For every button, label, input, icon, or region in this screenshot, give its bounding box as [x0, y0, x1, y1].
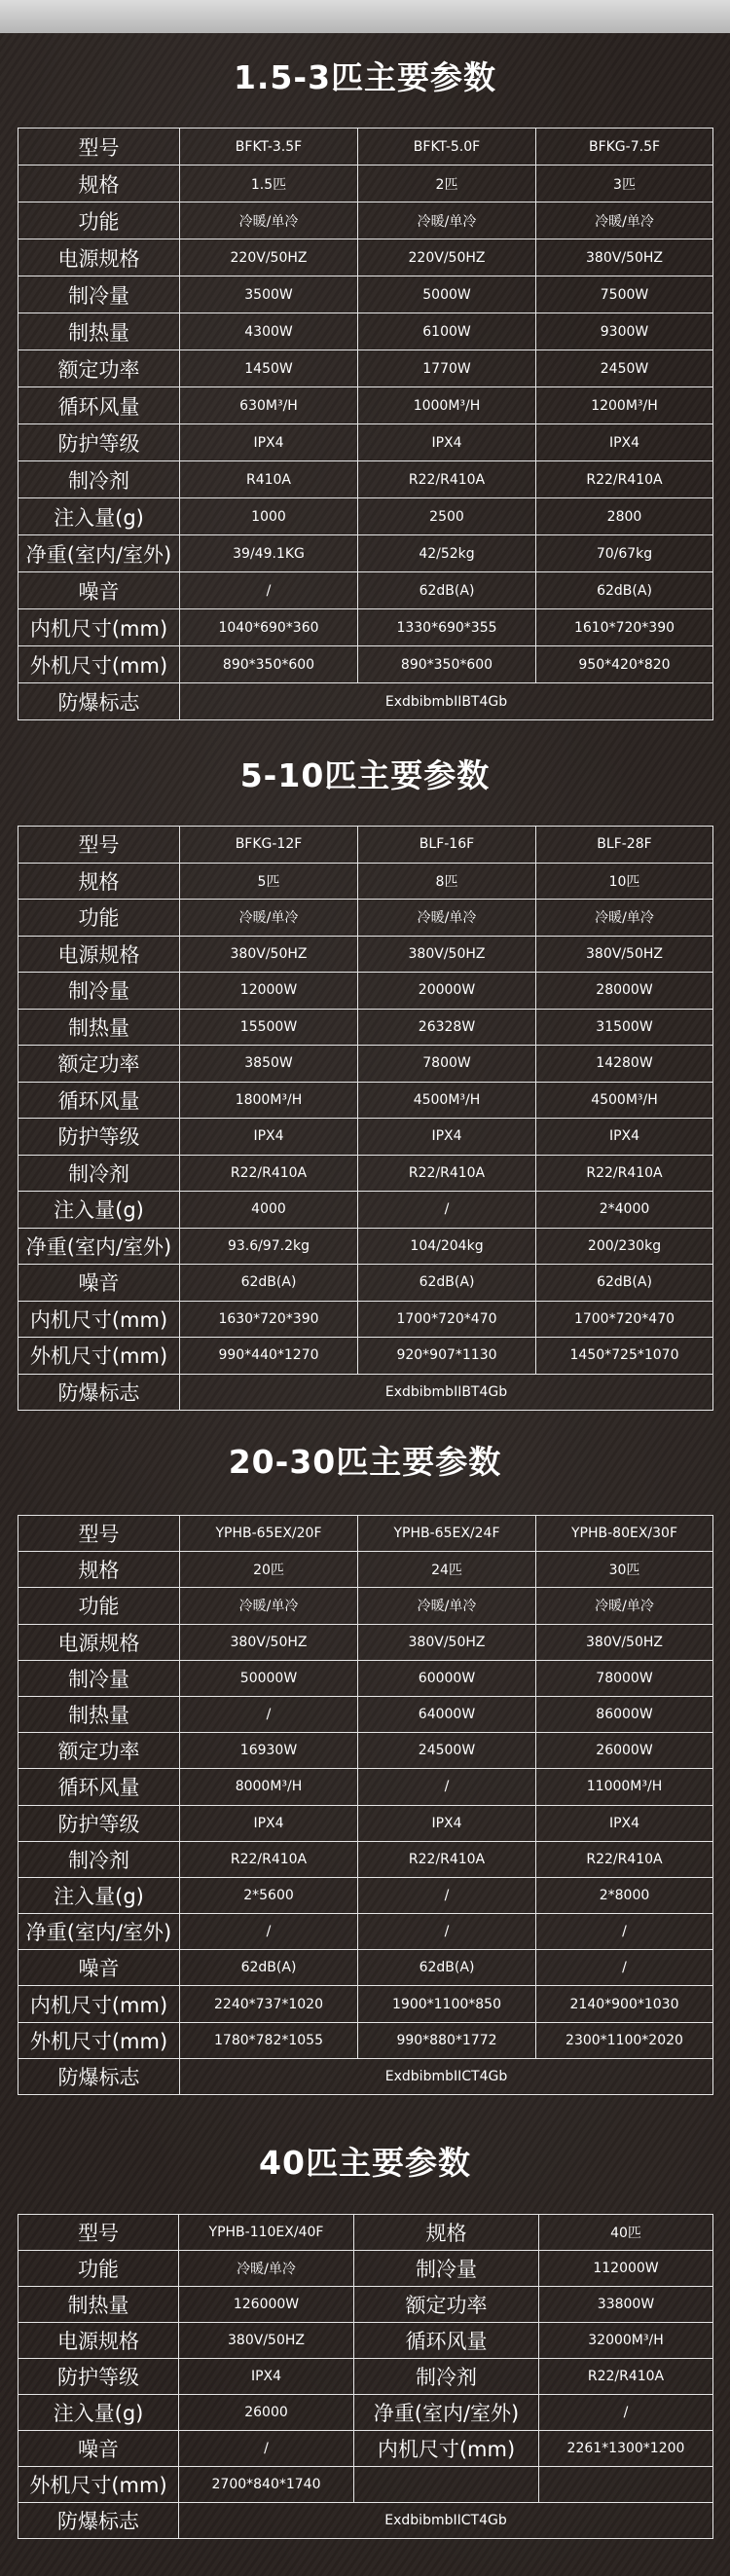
section-40hp	[0, 2142, 730, 2533]
table-row	[18, 936, 713, 973]
table-row	[18, 1914, 713, 1950]
table-row	[18, 2022, 713, 2058]
spec-value: 126000W	[179, 2287, 354, 2323]
spec-value: 220V/50HZ	[180, 239, 358, 276]
section-title: 1.5-3匹主要参数	[233, 58, 497, 96]
spec-value: BFKG-7.5F	[536, 129, 713, 166]
spec-value: IPX4	[536, 424, 713, 461]
spec-value: BLF-28F	[536, 827, 713, 864]
table-row	[18, 276, 713, 313]
spec-table	[18, 1515, 713, 2095]
explosion-proof-row	[18, 1374, 713, 1411]
spec-value: 2*5600	[180, 1877, 358, 1913]
row-label: 防爆标志	[18, 1374, 180, 1411]
table-row	[18, 1228, 713, 1265]
row-label: 制冷量	[18, 973, 180, 1010]
row-label: 额定功率	[18, 1733, 180, 1769]
explosion-proof-row	[18, 2058, 713, 2094]
explosion-proof-row	[18, 2503, 713, 2539]
row-label: 型号	[18, 129, 180, 166]
spec-value: 8匹	[358, 863, 536, 900]
spec-value: /	[358, 1877, 536, 1913]
table-row	[18, 572, 713, 609]
table-row	[18, 2251, 713, 2287]
table-row	[18, 1516, 713, 1552]
row-label: 内机尺寸(mm)	[354, 2431, 539, 2467]
row-label: 外机尺寸(mm)	[18, 2022, 180, 2058]
spec-value: 104/204kg	[358, 1228, 536, 1265]
row-label: 循环风量	[18, 1082, 180, 1119]
spec-value: IPX4	[536, 1119, 713, 1156]
row-label: 噪音	[18, 1265, 180, 1302]
spec-value: 10匹	[536, 863, 713, 900]
table-row	[18, 1950, 713, 1986]
spec-value: 31500W	[536, 1009, 713, 1046]
table-row	[18, 424, 713, 461]
table-row	[18, 609, 713, 646]
spec-value: 15500W	[180, 1009, 358, 1046]
row-label: 噪音	[18, 2431, 179, 2467]
spec-value: 26000	[179, 2395, 354, 2431]
row-label: 功能	[18, 202, 180, 239]
row-label: 制冷剂	[18, 1155, 180, 1192]
row-label: 外机尺寸(mm)	[18, 646, 180, 683]
spec-value: 1200M³/H	[536, 387, 713, 424]
table-row	[18, 1119, 713, 1156]
spec-value: 20匹	[180, 1552, 358, 1588]
spec-value: 3850W	[180, 1046, 358, 1083]
spec-value: 39/49.1KG	[180, 535, 358, 572]
table-row	[18, 1841, 713, 1877]
table-row	[18, 1192, 713, 1229]
spec-value: YPHB-80EX/30F	[536, 1516, 713, 1552]
spec-value: 62dB(A)	[536, 1265, 713, 1302]
spec-value: IPX4	[180, 1805, 358, 1841]
spec-value: 1770W	[358, 350, 536, 387]
spec-value: /	[536, 1950, 713, 1986]
row-label: 制冷剂	[18, 461, 180, 498]
row-label: 防爆标志	[18, 2058, 180, 2094]
row-label: 制冷剂	[354, 2359, 539, 2395]
spec-value: 8000M³/H	[180, 1769, 358, 1805]
row-label: 额定功率	[18, 350, 180, 387]
row-label: 型号	[18, 827, 180, 864]
explosion-proof-mark: ExdbibmbIICT4Gb	[179, 2503, 713, 2539]
row-label: 制冷量	[354, 2251, 539, 2287]
row-label: 注入量(g)	[18, 1877, 180, 1913]
spec-value: 2450W	[536, 350, 713, 387]
spec-value: 冷暖/单冷	[180, 1588, 358, 1624]
spec-table	[18, 2214, 713, 2539]
spec-value: 1000M³/H	[358, 387, 536, 424]
spec-value: 62dB(A)	[536, 572, 713, 609]
table-row	[18, 2323, 713, 2359]
row-label: 制冷量	[18, 276, 180, 313]
spec-value: 380V/50HZ	[536, 239, 713, 276]
spec-value: 50000W	[180, 1660, 358, 1696]
spec-value: 32000M³/H	[539, 2323, 713, 2359]
table-row	[18, 1552, 713, 1588]
table-row	[18, 535, 713, 572]
spec-value: 60000W	[358, 1660, 536, 1696]
row-label: 额定功率	[354, 2287, 539, 2323]
row-label: 规格	[18, 1552, 180, 1588]
row-label: 噪音	[18, 572, 180, 609]
table-row	[18, 1588, 713, 1624]
spec-value: R22/R410A	[358, 1841, 536, 1877]
spec-value: /	[536, 1914, 713, 1950]
row-label: 制热量	[18, 1009, 180, 1046]
spec-value: 28000W	[536, 973, 713, 1010]
spec-value: 62dB(A)	[358, 1265, 536, 1302]
spec-value: 1800M³/H	[180, 1082, 358, 1119]
spec-value: IPX4	[180, 1119, 358, 1156]
section-20-to-30hp	[0, 1441, 730, 2089]
row-label: 噪音	[18, 1950, 180, 1986]
table-row	[18, 1696, 713, 1732]
spec-value: YPHB-65EX/20F	[180, 1516, 358, 1552]
table-row	[18, 1660, 713, 1696]
spec-value: 冷暖/单冷	[180, 202, 358, 239]
spec-value: R22/R410A	[539, 2359, 713, 2395]
table-row	[18, 1082, 713, 1119]
table-row	[18, 2395, 713, 2431]
spec-value: 2800	[536, 498, 713, 535]
spec-value: 1780*782*1055	[180, 2022, 358, 2058]
spec-value: R22/R410A	[358, 1155, 536, 1192]
spec-value: 62dB(A)	[180, 1265, 358, 1302]
table-row	[18, 461, 713, 498]
table-row	[18, 1009, 713, 1046]
row-label: 外机尺寸(mm)	[18, 2467, 179, 2503]
spec-value: R410A	[180, 461, 358, 498]
row-label: 注入量(g)	[18, 1192, 180, 1229]
row-label: 防护等级	[18, 2359, 179, 2395]
table-row	[18, 498, 713, 535]
spec-value: 1900*1100*850	[358, 1986, 536, 2022]
spec-value: YPHB-110EX/40F	[179, 2215, 354, 2251]
spec-value: /	[358, 1769, 536, 1805]
spec-value: 冷暖/单冷	[358, 202, 536, 239]
table-row	[18, 1301, 713, 1338]
spec-value: 7800W	[358, 1046, 536, 1083]
row-label: 循环风量	[18, 387, 180, 424]
row-label: 电源规格	[18, 239, 180, 276]
row-label: 电源规格	[18, 1624, 180, 1660]
table-row	[18, 1046, 713, 1083]
table-row	[18, 2431, 713, 2467]
spec-value: 6100W	[358, 313, 536, 350]
row-label: 净重(室内/室外)	[18, 1228, 180, 1265]
spec-value: 2*4000	[536, 1192, 713, 1229]
row-label: 防护等级	[18, 1119, 180, 1156]
spec-value: 4000	[180, 1192, 358, 1229]
row-label: 电源规格	[18, 936, 180, 973]
spec-value: 冷暖/单冷	[358, 900, 536, 937]
spec-value: 冷暖/单冷	[536, 1588, 713, 1624]
spec-value: /	[539, 2395, 713, 2431]
row-label: 防爆标志	[18, 683, 180, 720]
spec-value: 20000W	[358, 973, 536, 1010]
spec-value: 4500M³/H	[358, 1082, 536, 1119]
spec-value: 1.5匹	[180, 166, 358, 202]
spec-value: 1450W	[180, 350, 358, 387]
section-title: 40匹主要参数	[259, 2144, 471, 2182]
spec-value: 24匹	[358, 1552, 536, 1588]
spec-value: 2240*737*1020	[180, 1986, 358, 2022]
spec-value: 4300W	[180, 313, 358, 350]
spec-value: 380V/50HZ	[180, 1624, 358, 1660]
table-row	[18, 646, 713, 683]
spec-value: 26328W	[358, 1009, 536, 1046]
table-row	[18, 1805, 713, 1841]
row-label: 循环风量	[18, 1769, 180, 1805]
top-gray-strip	[0, 0, 730, 33]
spec-value: 630M³/H	[180, 387, 358, 424]
row-label: 规格	[18, 863, 180, 900]
spec-value: 33800W	[539, 2287, 713, 2323]
spec-value: 380V/50HZ	[180, 936, 358, 973]
spec-value: 4500M³/H	[536, 1082, 713, 1119]
table-row	[18, 973, 713, 1010]
spec-value: IPX4	[358, 424, 536, 461]
spec-value: 1330*690*355	[358, 609, 536, 646]
spec-value: /	[358, 1192, 536, 1229]
spec-value: 14280W	[536, 1046, 713, 1083]
section-1-5-to-3hp	[0, 56, 730, 715]
spec-value: 70/67kg	[536, 535, 713, 572]
spec-value: 5匹	[180, 863, 358, 900]
spec-value: IPX4	[179, 2359, 354, 2395]
spec-value: 1700*720*470	[536, 1301, 713, 1338]
row-label: 电源规格	[18, 2323, 179, 2359]
table-row	[18, 1769, 713, 1805]
table-row	[18, 2467, 713, 2503]
spec-value: 2261*1300*1200	[539, 2431, 713, 2467]
table-row	[18, 2215, 713, 2251]
table-row	[18, 2287, 713, 2323]
spec-value: BFKG-12F	[180, 827, 358, 864]
spec-value: 2300*1100*2020	[536, 2022, 713, 2058]
row-label: 内机尺寸(mm)	[18, 1301, 180, 1338]
spec-value: 890*350*600	[358, 646, 536, 683]
explosion-proof-mark: ExdbibmbIIBT4Gb	[180, 1374, 713, 1411]
table-row	[18, 900, 713, 937]
spec-value: 26000W	[536, 1733, 713, 1769]
spec-value: 62dB(A)	[358, 1950, 536, 1986]
spec-value: 920*907*1130	[358, 1338, 536, 1375]
table-row	[18, 1877, 713, 1913]
table-row	[18, 863, 713, 900]
spec-value: 220V/50HZ	[358, 239, 536, 276]
spec-value: R22/R410A	[180, 1155, 358, 1192]
row-label: 功能	[18, 900, 180, 937]
row-label: 内机尺寸(mm)	[18, 609, 180, 646]
table-row	[18, 1155, 713, 1192]
spec-value: IPX4	[358, 1119, 536, 1156]
spec-value: 78000W	[536, 1660, 713, 1696]
row-label: 净重(室内/室外)	[18, 1914, 180, 1950]
spec-value: R22/R410A	[536, 1841, 713, 1877]
row-label: 防爆标志	[18, 2503, 179, 2539]
row-label: 净重(室内/室外)	[354, 2395, 539, 2431]
row-label: 型号	[18, 1516, 180, 1552]
spec-value: 112000W	[539, 2251, 713, 2287]
row-label: 型号	[18, 2215, 179, 2251]
spec-value: 990*880*1772	[358, 2022, 536, 2058]
spec-value: 62dB(A)	[180, 1950, 358, 1986]
empty-cell	[539, 2467, 713, 2503]
spec-value: 2500	[358, 498, 536, 535]
spec-value: 3500W	[180, 276, 358, 313]
spec-value: 1040*690*360	[180, 609, 358, 646]
spec-value: 950*420*820	[536, 646, 713, 683]
row-label: 规格	[18, 166, 180, 202]
spec-value: /	[179, 2431, 354, 2467]
spec-value: BLF-16F	[358, 827, 536, 864]
spec-value: 冷暖/单冷	[179, 2251, 354, 2287]
row-label: 防护等级	[18, 1805, 180, 1841]
table-row	[18, 313, 713, 350]
spec-value: 冷暖/单冷	[180, 900, 358, 937]
table-row	[18, 827, 713, 864]
spec-value: IPX4	[180, 424, 358, 461]
spec-value: IPX4	[358, 1805, 536, 1841]
spec-value: 冷暖/单冷	[358, 1588, 536, 1624]
row-label: 注入量(g)	[18, 2395, 179, 2431]
row-label: 功能	[18, 2251, 179, 2287]
table-row	[18, 1265, 713, 1302]
spec-value: 86000W	[536, 1696, 713, 1732]
spec-value: 2*8000	[536, 1877, 713, 1913]
spec-value: 2匹	[358, 166, 536, 202]
spec-value: 16930W	[180, 1733, 358, 1769]
section-5-to-10hp	[0, 754, 730, 1405]
empty-cell	[354, 2467, 539, 2503]
spec-value: 3匹	[536, 166, 713, 202]
table-row	[18, 1733, 713, 1769]
spec-value: 380V/50HZ	[536, 1624, 713, 1660]
row-label: 注入量(g)	[18, 498, 180, 535]
table-row	[18, 1986, 713, 2022]
spec-value: 890*350*600	[180, 646, 358, 683]
spec-value: R22/R410A	[358, 461, 536, 498]
spec-value: 12000W	[180, 973, 358, 1010]
spec-value: 24500W	[358, 1733, 536, 1769]
spec-value: 2140*900*1030	[536, 1986, 713, 2022]
spec-value: 9300W	[536, 313, 713, 350]
spec-table	[18, 128, 713, 720]
spec-value: /	[180, 1696, 358, 1732]
spec-value: 380V/50HZ	[358, 936, 536, 973]
spec-value: 380V/50HZ	[179, 2323, 354, 2359]
spec-value: 5000W	[358, 276, 536, 313]
spec-value: 42/52kg	[358, 535, 536, 572]
row-label: 功能	[18, 1588, 180, 1624]
spec-value: BFKT-3.5F	[180, 129, 358, 166]
row-label: 循环风量	[354, 2323, 539, 2359]
spec-value: R22/R410A	[180, 1841, 358, 1877]
spec-value: 1610*720*390	[536, 609, 713, 646]
row-label: 制冷量	[18, 1660, 180, 1696]
row-label: 防护等级	[18, 424, 180, 461]
row-label: 额定功率	[18, 1046, 180, 1083]
spec-value: 7500W	[536, 276, 713, 313]
row-label: 制热量	[18, 2287, 179, 2323]
spec-table	[18, 826, 713, 1411]
spec-value: R22/R410A	[536, 461, 713, 498]
row-label: 制热量	[18, 313, 180, 350]
explosion-proof-mark: ExdbibmbIIBT4Gb	[180, 683, 713, 720]
table-row	[18, 1338, 713, 1375]
table-row	[18, 129, 713, 166]
spec-value: BFKT-5.0F	[358, 129, 536, 166]
spec-value: R22/R410A	[536, 1155, 713, 1192]
spec-value: 冷暖/单冷	[536, 900, 713, 937]
explosion-proof-mark: ExdbibmbIICT4Gb	[180, 2058, 713, 2094]
row-label: 制热量	[18, 1696, 180, 1732]
row-label: 外机尺寸(mm)	[18, 1338, 180, 1375]
spec-value: IPX4	[536, 1805, 713, 1841]
spec-value: 380V/50HZ	[536, 936, 713, 973]
table-row	[18, 1624, 713, 1660]
table-row	[18, 350, 713, 387]
row-label: 规格	[354, 2215, 539, 2251]
explosion-proof-row	[18, 683, 713, 720]
row-label: 制冷剂	[18, 1841, 180, 1877]
spec-value: /	[180, 1914, 358, 1950]
spec-value: 1000	[180, 498, 358, 535]
spec-value: 380V/50HZ	[358, 1624, 536, 1660]
section-title: 20-30匹主要参数	[228, 1443, 502, 1481]
spec-value: YPHB-65EX/24F	[358, 1516, 536, 1552]
row-label: 内机尺寸(mm)	[18, 1986, 180, 2022]
spec-value: 2700*840*1740	[179, 2467, 354, 2503]
spec-value: 1450*725*1070	[536, 1338, 713, 1375]
table-row	[18, 2359, 713, 2395]
spec-value: 冷暖/单冷	[536, 202, 713, 239]
spec-value: 62dB(A)	[358, 572, 536, 609]
spec-value: 30匹	[536, 1552, 713, 1588]
spec-value: 990*440*1270	[180, 1338, 358, 1375]
spec-value: /	[180, 572, 358, 609]
table-row	[18, 387, 713, 424]
spec-value: 64000W	[358, 1696, 536, 1732]
spec-value: 1700*720*470	[358, 1301, 536, 1338]
table-row	[18, 166, 713, 202]
spec-value: 11000M³/H	[536, 1769, 713, 1805]
spec-value: /	[358, 1914, 536, 1950]
spec-value: 93.6/97.2kg	[180, 1228, 358, 1265]
table-row	[18, 239, 713, 276]
row-label: 净重(室内/室外)	[18, 535, 180, 572]
spec-value: 40匹	[539, 2215, 713, 2251]
table-row	[18, 202, 713, 239]
section-title: 5-10匹主要参数	[239, 756, 491, 794]
spec-value: 200/230kg	[536, 1228, 713, 1265]
spec-value: 1630*720*390	[180, 1301, 358, 1338]
